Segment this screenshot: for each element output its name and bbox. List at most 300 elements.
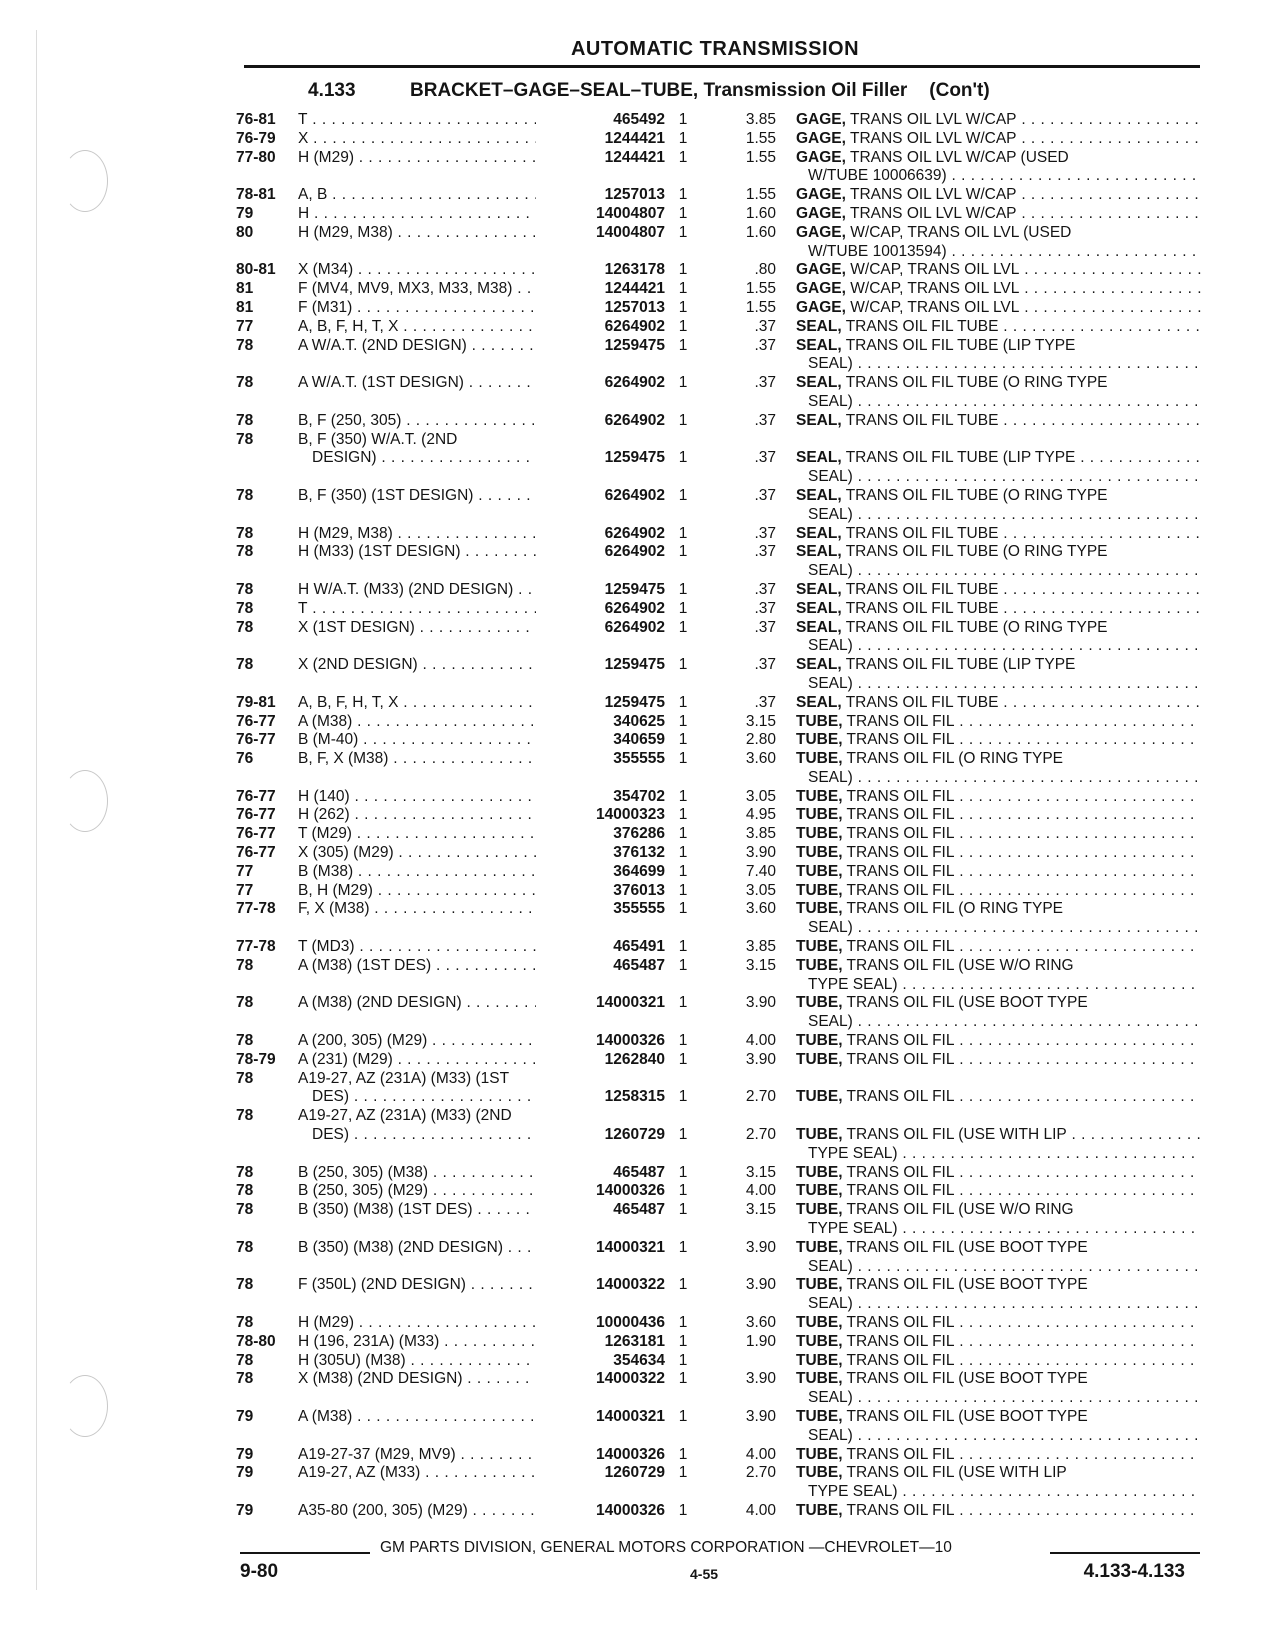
part-number: 6264902: [536, 525, 665, 544]
price: 1.90: [745, 1332, 776, 1350]
price: 3.15: [745, 1201, 776, 1219]
price: 3.05: [745, 787, 776, 805]
part-description-continued: SEAL) . . .: [808, 562, 1201, 581]
price: 4.00: [745, 1182, 776, 1200]
quantity: 1: [678, 1314, 688, 1331]
quantity: 1: [678, 862, 688, 880]
part-name: GAGE,: [796, 261, 846, 279]
price: 3.90: [745, 1370, 776, 1388]
quantity: 1: [678, 580, 688, 598]
parts-row: [236, 1314, 1206, 1333]
parts-row: [236, 1352, 1206, 1371]
part-name: TUBE,: [796, 1088, 843, 1106]
part-detail: TRANS OIL FIL: [846, 731, 955, 749]
part-number: 376013: [536, 882, 665, 901]
part-detail: TRANS OIL FIL: [846, 1332, 955, 1350]
part-description: [796, 337, 1201, 356]
year-range: 78: [236, 1351, 254, 1369]
part-number: 1259475: [536, 694, 665, 713]
part-description-continued: SEAL) . . .: [808, 1295, 1201, 1314]
part-detail: TRANS OIL FIL TUBE: [845, 524, 999, 542]
model-application: B, F (350) W/A.T. (2ND: [298, 430, 458, 448]
parts-row: [236, 431, 1206, 487]
parts-row: [236, 224, 1206, 262]
part-number: 14000321: [536, 1408, 665, 1427]
model-application: B, F (250, 305) . . .: [298, 412, 563, 431]
quantity: 1: [678, 1088, 688, 1106]
parts-row: [236, 788, 1206, 807]
quantity: 1: [678, 524, 688, 542]
part-number: 1260729: [536, 1464, 665, 1483]
part-description: [796, 713, 1201, 732]
parts-row: [236, 825, 1206, 844]
part-detail: TRANS OIL FIL: [846, 787, 955, 805]
part-name: TUBE,: [796, 1126, 843, 1144]
quantity: 1: [678, 825, 688, 843]
part-name: TUBE,: [796, 994, 843, 1012]
part-number: 1244421: [536, 280, 665, 299]
part-name: TUBE,: [796, 825, 843, 843]
quantity: 1: [678, 449, 688, 467]
footer-rule-left: [240, 1552, 370, 1554]
price: 3.15: [745, 1163, 776, 1181]
binder-hole-mark: [62, 1375, 108, 1437]
price: 1.60: [745, 204, 776, 222]
quantity: 1: [678, 994, 688, 1012]
part-detail: TRANS OIL FIL (USE WITH LIP: [846, 1126, 1067, 1144]
model-application: A W/A.T. (1ST DESIGN) . . .: [298, 374, 563, 393]
quantity: 1: [678, 656, 688, 674]
price: .37: [754, 449, 776, 467]
part-detail: TRANS OIL FIL TUBE (LIP TYPE: [845, 336, 1076, 354]
part-description: [796, 1088, 1201, 1107]
part-name: TUBE,: [796, 712, 843, 730]
part-detail: TRANS OIL FIL: [846, 1050, 955, 1068]
year-range: 77: [236, 862, 254, 880]
part-name: TUBE,: [796, 1351, 843, 1369]
year-range: 78: [236, 430, 254, 448]
model-application: A (M38) . . .: [298, 713, 563, 732]
part-description: [796, 750, 1201, 769]
model-application: B, F (350) (1ST DESIGN) . . .: [298, 487, 563, 506]
part-description: [796, 1502, 1201, 1521]
part-detail: TRANS OIL FIL: [846, 1182, 955, 1200]
part-number: 14004807: [536, 224, 665, 243]
part-number: 1244421: [536, 130, 665, 149]
parts-row: [236, 600, 1206, 619]
parts-row: [236, 543, 1206, 581]
part-description: [796, 994, 1201, 1013]
year-range: 78: [236, 1238, 254, 1256]
parts-row: [236, 1182, 1206, 1201]
part-detail: TRANS OIL FIL TUBE: [845, 693, 999, 711]
quantity: 1: [678, 1126, 688, 1144]
part-detail: TRANS OIL FIL: [846, 806, 955, 824]
parts-row: [236, 1464, 1206, 1502]
part-description-continued: TYPE SEAL) . . .: [808, 976, 1201, 995]
year-range: 76-81: [236, 111, 276, 128]
part-detail: TRANS OIL FIL TUBE (O RING TYPE: [845, 374, 1108, 392]
part-number: 1262840: [536, 1051, 665, 1070]
parts-row: [236, 957, 1206, 995]
price: 1.60: [745, 223, 776, 241]
part-name: SEAL,: [796, 524, 842, 542]
part-detail: TRANS OIL LVL W/CAP (USED: [849, 148, 1069, 166]
quantity: 1: [678, 1445, 688, 1463]
price: .37: [754, 411, 776, 429]
parts-row: [236, 374, 1206, 412]
model-application: H (262) . . .: [298, 806, 563, 825]
model-application: H (M29) . . .: [298, 149, 563, 168]
part-number: 354702: [536, 788, 665, 807]
model-application: X (M38) (2ND DESIGN) . . .: [298, 1370, 563, 1389]
part-detail: TRANS OIL FIL TUBE: [845, 580, 999, 598]
part-description: [796, 374, 1201, 393]
part-number: 14000321: [536, 1239, 665, 1258]
price: 3.90: [745, 1238, 776, 1256]
part-description: [796, 882, 1201, 901]
part-detail: TRANS OIL FIL (USE BOOT TYPE: [846, 994, 1088, 1012]
part-name: TUBE,: [796, 1050, 843, 1068]
part-detail: TRANS OIL FIL: [846, 1351, 955, 1369]
part-name: GAGE,: [796, 148, 846, 166]
year-range: 78: [236, 1314, 254, 1331]
part-description: [796, 900, 1201, 919]
binder-hole-mark: [62, 770, 108, 832]
price: .80: [754, 261, 776, 279]
parts-row: [236, 1032, 1206, 1051]
part-detail: TRANS OIL FIL TUBE (LIP TYPE: [845, 449, 1076, 467]
quantity: 1: [678, 317, 688, 335]
part-description-continued: SEAL) . . .: [808, 637, 1201, 656]
part-description-continued: SEAL) . . .: [808, 1389, 1201, 1408]
parts-row: [236, 186, 1206, 205]
part-description: [796, 1164, 1201, 1183]
part-description: [796, 731, 1201, 750]
part-name: TUBE,: [796, 938, 843, 956]
part-name: SEAL,: [796, 374, 842, 392]
part-name: GAGE,: [796, 298, 846, 316]
year-range: 78: [236, 1201, 254, 1219]
part-number: 1257013: [536, 299, 665, 318]
model-application: H (M29, M38) . . .: [298, 525, 563, 544]
model-application: F (M31) . . .: [298, 299, 563, 318]
parts-row: [236, 1051, 1206, 1070]
parts-row: [236, 581, 1206, 600]
price: 3.90: [745, 844, 776, 862]
parts-row: [236, 938, 1206, 957]
quantity: 1: [678, 261, 688, 279]
section-continued: (Con't): [929, 80, 990, 101]
parts-row: [236, 1070, 1206, 1108]
part-number: 465491: [536, 938, 665, 957]
quantity: 1: [678, 1182, 688, 1200]
part-detail: W/CAP, TRANS OIL LVL: [850, 261, 1020, 279]
quantity: 1: [678, 1032, 688, 1050]
part-name: SEAL,: [796, 599, 842, 617]
part-detail: TRANS OIL FIL: [846, 1501, 955, 1519]
quantity: 1: [678, 280, 688, 298]
parts-row: [236, 318, 1206, 337]
part-detail: TRANS OIL FIL: [846, 825, 955, 843]
part-description: [796, 261, 1201, 280]
price: .37: [754, 543, 776, 561]
price: 3.90: [745, 1276, 776, 1294]
part-number: 10000436: [536, 1314, 665, 1333]
quantity: 1: [678, 712, 688, 730]
price: .37: [754, 374, 776, 392]
part-description: [796, 130, 1201, 149]
quantity: 1: [678, 693, 688, 711]
scan-margin-line: [36, 30, 37, 1590]
part-description: [796, 1314, 1201, 1333]
part-name: SEAL,: [796, 693, 842, 711]
parts-row: [236, 337, 1206, 375]
model-application-continued: DES) . . .: [298, 1126, 577, 1145]
part-description: [796, 1370, 1201, 1389]
price: 3.90: [745, 994, 776, 1012]
part-description: [796, 844, 1201, 863]
model-application-continued: DESIGN) . . .: [298, 449, 577, 468]
footer-page-number: 4-55: [690, 1566, 719, 1582]
year-range: 76-77: [236, 806, 276, 824]
part-description: [796, 1032, 1201, 1051]
part-description: [796, 863, 1201, 882]
model-application: F (MV4, MV9, MX3, M33, M38) . . .: [298, 280, 563, 299]
part-detail: W/CAP, TRANS OIL LVL: [850, 280, 1020, 298]
part-number: 376286: [536, 825, 665, 844]
year-range: 78: [236, 1107, 254, 1125]
price: 4.00: [745, 1501, 776, 1519]
price: 2.70: [745, 1126, 776, 1144]
quantity: 1: [678, 298, 688, 316]
part-name: TUBE,: [796, 1464, 843, 1482]
quantity: 1: [678, 900, 688, 918]
year-range: 79: [236, 204, 254, 222]
parts-row: [236, 656, 1206, 694]
part-detail: TRANS OIL FIL TUBE (O RING TYPE: [845, 618, 1108, 636]
part-description-continued: SEAL) . . .: [808, 393, 1201, 412]
parts-row: [236, 713, 1206, 732]
quantity: 1: [678, 1464, 688, 1482]
part-description: [796, 224, 1201, 243]
part-detail: TRANS OIL FIL: [846, 938, 955, 956]
part-name: TUBE,: [796, 1201, 843, 1219]
part-description: [796, 694, 1201, 713]
binder-hole-mark: [62, 150, 108, 212]
year-range: 79: [236, 1464, 254, 1482]
part-name: TUBE,: [796, 750, 843, 768]
part-detail: TRANS OIL LVL W/CAP: [849, 186, 1017, 204]
year-range: 78: [236, 524, 254, 542]
part-number: 14004807: [536, 205, 665, 224]
part-detail: TRANS OIL FIL (O RING TYPE: [846, 750, 1063, 768]
price: 3.90: [745, 1050, 776, 1068]
page-header-title: AUTOMATIC TRANSMISSION: [570, 38, 860, 60]
quantity: 1: [678, 1370, 688, 1388]
model-application: B (250, 305) (M29) . . .: [298, 1182, 563, 1201]
part-name: TUBE,: [796, 1445, 843, 1463]
part-number: 6264902: [536, 600, 665, 619]
quantity: 1: [678, 956, 688, 974]
part-number: 14000326: [536, 1032, 665, 1051]
year-range: 80-81: [236, 261, 276, 279]
part-number: 465487: [536, 1164, 665, 1183]
footer-date: 9-80: [240, 1561, 279, 1582]
part-description: [796, 1333, 1201, 1352]
price: .37: [754, 618, 776, 636]
part-description-continued: W/TUBE 10006639) . . .: [808, 167, 1201, 186]
parts-row: [236, 1201, 1206, 1239]
model-application: A19-27-37 (M29, MV9) . . .: [298, 1446, 563, 1465]
part-number: 354634: [536, 1352, 665, 1371]
part-detail: W/CAP, TRANS OIL LVL (USED: [850, 223, 1072, 241]
part-name: GAGE,: [796, 223, 846, 241]
quantity: 1: [678, 1351, 688, 1369]
part-number: 340659: [536, 731, 665, 750]
year-range: 81: [236, 298, 254, 316]
part-description: [796, 1126, 1201, 1145]
part-detail: TRANS OIL FIL TUBE (LIP TYPE: [845, 656, 1076, 674]
part-name: GAGE,: [796, 280, 846, 298]
part-description: [796, 318, 1201, 337]
year-range: 78: [236, 994, 254, 1012]
price: 2.70: [745, 1088, 776, 1106]
parts-row: [236, 299, 1206, 318]
part-number: 6264902: [536, 318, 665, 337]
part-detail: TRANS OIL FIL: [846, 1163, 955, 1181]
model-application: A, B, F, H, T, X . . .: [298, 318, 563, 337]
model-application: B (350) (M38) (2ND DESIGN) . . .: [298, 1239, 563, 1258]
price: 2.80: [745, 731, 776, 749]
quantity: 1: [678, 1501, 688, 1519]
parts-row: [236, 731, 1206, 750]
quantity: 1: [678, 148, 688, 166]
part-name: GAGE,: [796, 111, 846, 128]
part-name: TUBE,: [796, 1314, 843, 1331]
price: .37: [754, 693, 776, 711]
part-description: [796, 938, 1201, 957]
year-range: 78: [236, 1069, 254, 1087]
year-range: 79: [236, 1407, 254, 1425]
part-name: TUBE,: [796, 731, 843, 749]
part-detail: TRANS OIL FIL TUBE: [845, 317, 999, 335]
year-range: 76-77: [236, 825, 276, 843]
part-name: GAGE,: [796, 129, 846, 147]
part-description: [796, 1464, 1201, 1483]
part-name: TUBE,: [796, 1370, 843, 1388]
quantity: 1: [678, 731, 688, 749]
part-number: 6264902: [536, 619, 665, 638]
part-detail: TRANS OIL FIL TUBE (O RING TYPE: [845, 486, 1108, 504]
year-range: 80: [236, 223, 254, 241]
model-application: A (M38) . . .: [298, 1408, 563, 1427]
year-range: 78: [236, 956, 254, 974]
parts-row: [236, 1333, 1206, 1352]
part-detail: TRANS OIL LVL W/CAP: [849, 111, 1017, 128]
price: .37: [754, 580, 776, 598]
model-application: A (M38) (1ST DES) . . .: [298, 957, 563, 976]
price: 4.00: [745, 1032, 776, 1050]
parts-row: [236, 205, 1206, 224]
part-number: 14000321: [536, 994, 665, 1013]
year-range: 76-77: [236, 787, 276, 805]
part-name: SEAL,: [796, 543, 842, 561]
quantity: 1: [678, 1050, 688, 1068]
part-number: 1263181: [536, 1333, 665, 1352]
part-name: SEAL,: [796, 580, 842, 598]
part-number: 465492: [536, 111, 665, 130]
price: 4.95: [745, 806, 776, 824]
parts-row: [236, 1502, 1206, 1521]
year-range: 77-78: [236, 938, 276, 956]
part-number: 1258315: [536, 1088, 665, 1107]
year-range: 76-77: [236, 844, 276, 862]
section-title: BRACKET–GAGE–SEAL–TUBE, Transmission Oil Filler: [410, 80, 908, 101]
part-description-continued: SEAL) . . .: [808, 506, 1201, 525]
section-number: 4.133: [308, 80, 356, 101]
parts-row: [236, 1446, 1206, 1465]
part-number: 14000322: [536, 1370, 665, 1389]
model-application: A (231) (M29) . . .: [298, 1051, 563, 1070]
parts-row: [236, 261, 1206, 280]
part-detail: TRANS OIL FIL (USE BOOT TYPE: [846, 1407, 1088, 1425]
part-description: [796, 543, 1201, 562]
part-name: SEAL,: [796, 656, 842, 674]
price: .37: [754, 336, 776, 354]
quantity: 1: [678, 1407, 688, 1425]
part-detail: TRANS OIL FIL: [846, 844, 955, 862]
price: 3.60: [745, 900, 776, 918]
part-description: [796, 186, 1201, 205]
model-application: H (305U) (M38) . . .: [298, 1352, 563, 1371]
part-description: [796, 619, 1201, 638]
part-number: 6264902: [536, 374, 665, 393]
part-name: TUBE,: [796, 956, 843, 974]
year-range: 76: [236, 750, 254, 768]
parts-row: [236, 694, 1206, 713]
year-range: 77-78: [236, 900, 276, 918]
price: 3.05: [745, 881, 776, 899]
part-detail: TRANS OIL FIL: [846, 862, 955, 880]
part-description: [796, 449, 1201, 468]
part-name: TUBE,: [796, 1407, 843, 1425]
quantity: 1: [678, 750, 688, 768]
part-detail: TRANS OIL FIL (USE W/O RING: [846, 1201, 1074, 1219]
model-application: X (M34) . . .: [298, 261, 563, 280]
model-application-continued: DES) . . .: [298, 1088, 577, 1107]
part-name: TUBE,: [796, 881, 843, 899]
header-rule: [244, 65, 1200, 68]
part-description: [796, 205, 1201, 224]
price: 1.55: [745, 298, 776, 316]
part-name: TUBE,: [796, 1032, 843, 1050]
model-application: A, B, F, H, T, X . . .: [298, 694, 563, 713]
part-detail: TRANS OIL LVL W/CAP: [849, 204, 1017, 222]
quantity: 1: [678, 618, 688, 636]
price: 1.55: [745, 280, 776, 298]
quantity: 1: [678, 543, 688, 561]
part-number: 1244421: [536, 149, 665, 168]
model-application: B, F, X (M38) . . .: [298, 750, 563, 769]
year-range: 77-80: [236, 148, 276, 166]
part-detail: TRANS OIL FIL: [846, 712, 955, 730]
year-range: 79-81: [236, 693, 276, 711]
year-range: 77: [236, 317, 254, 335]
model-application: B (250, 305) (M38) . . .: [298, 1164, 563, 1183]
part-detail: TRANS OIL FIL (USE WITH LIP: [846, 1464, 1067, 1482]
part-detail: TRANS OIL FIL: [846, 1088, 955, 1106]
